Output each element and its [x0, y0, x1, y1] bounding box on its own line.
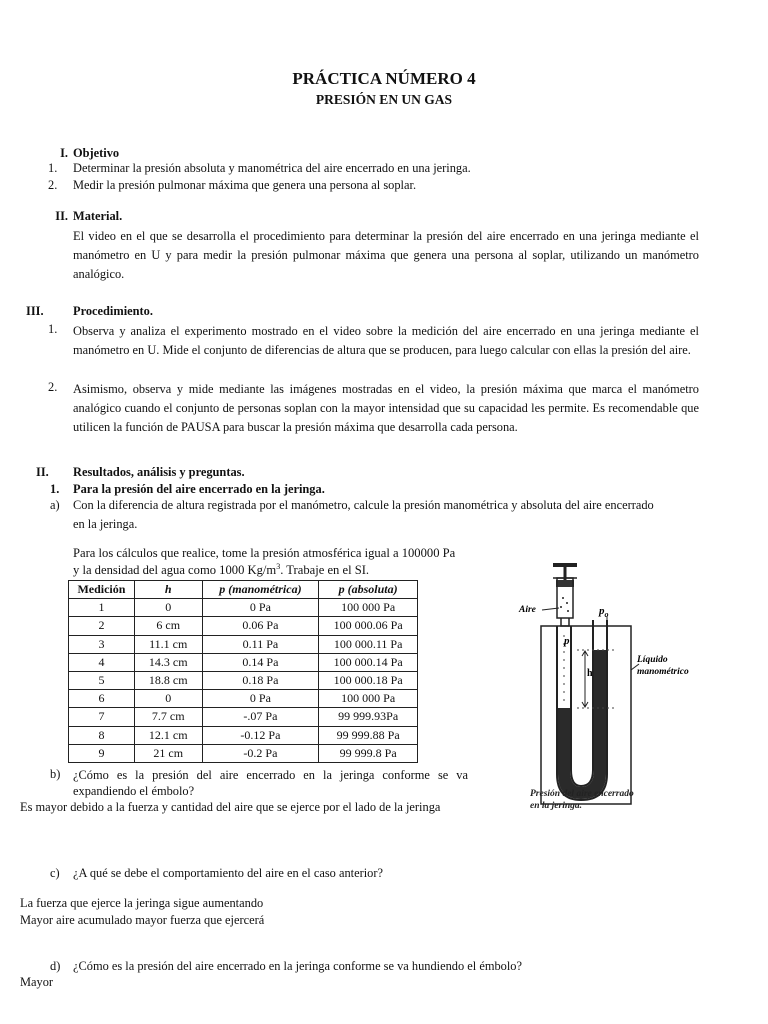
table-row [69, 599, 418, 617]
list-item: Medir la presión pulmonar máxima que genera una persona al soplar. [73, 178, 417, 192]
answer-b: Es mayor debido a la fuerza y cantidad del aire que se ejerce por el lado de la jeringa [20, 800, 441, 814]
table-cell: 9 [69, 744, 135, 762]
table-cell: -0.2 Pa [202, 744, 319, 762]
answer-d: Mayor [20, 975, 54, 989]
table-cell: 8 [69, 726, 135, 744]
section-heading-procedimiento: Procedimiento. [73, 304, 153, 318]
table-row [69, 744, 418, 762]
label-aire: Aire [519, 605, 536, 615]
note-line: y la densidad del agua como 1000 $Kg/m^3$. Trabaje en el SI. [73, 562, 370, 578]
table-cell: 18.8 cm [134, 671, 202, 689]
question-a: Con la diferencia de altura registrada por el manómetro, calcule la presión manométrica y absoluta del aire encerrado en la jeringa. [73, 498, 654, 531]
table-cell: 0.11 Pa [202, 635, 319, 653]
subsection-heading: Para la presión del aire encerrado en la jeringa. [73, 482, 325, 496]
column-header: p (absoluta) [319, 581, 418, 599]
page-title: PRÁCTICA NÚMERO 4 [292, 69, 476, 88]
list-item: Determinar la presión absoluta y manométrica del aire encerrado en una jeringa. [73, 161, 471, 175]
table-cell: 21 cm [134, 744, 202, 762]
table-header-row [69, 581, 418, 599]
table-cell: 100 000 Pa [319, 599, 418, 617]
table-cell: 2 [69, 617, 135, 635]
table-cell: 1 [69, 599, 135, 617]
note-line: Para los cálculos que realice, tome la presión atmosférica igual a 100000 Pa [73, 546, 456, 560]
table-cell: 7 [69, 708, 135, 726]
table-row [69, 617, 418, 635]
material-paragraph: El video en el que se desarrolla el procedimiento para determinar la presión del aire encerrado en una jeringa mediante el manómetro en U y para medir la presión pulmonar máxima que genera una persona al soplar, utilizando un manómetro analógico. [73, 229, 699, 281]
manometer-figure [515, 560, 715, 820]
label-liquido: Líquido [637, 655, 668, 665]
label-p0: $p_o$ [599, 605, 609, 619]
table-cell: 6 [69, 690, 135, 708]
question-label: b) [50, 767, 61, 781]
section-heading-resultados: Resultados, análisis y preguntas. [73, 465, 245, 479]
table-cell: 14.3 cm [134, 653, 202, 671]
table-cell: 100 000.14 Pa [319, 653, 418, 671]
section-number: II. [36, 465, 49, 479]
table-row [69, 671, 418, 689]
question-d: ¿Cómo es la presión del aire encerrado en la jeringa conforme se va hundiendo el émbolo? [73, 959, 522, 973]
question-b: ¿Cómo es la presión del aire encerrado en la jeringa conforme se va expandiendo el émbolo? [73, 768, 468, 798]
section-heading-objetivo: Objetivo [73, 146, 120, 160]
table-cell: 99 999.8 Pa [319, 744, 418, 762]
section-number: III. [26, 304, 44, 318]
table-cell: 0 Pa [202, 599, 319, 617]
procedure-step: Observa y analiza el experimento mostrado en el video sobre la medición del aire encerrado en una jeringa mediante el manómetro en U. Mide el conjunto de diferencias de altura que se producen, para luego calcular con ellas la presión del aire. [73, 324, 699, 357]
table-row [69, 635, 418, 653]
procedure-step: Asimismo, observa y mide mediante las imágenes mostradas en el video, la presión máxima que marca el manómetro analógico cuando el conjunto de personas soplan con la mayor intensidad que su capacidad les permite. Es recomendable que utilicen la función de PAUSA para buscar la presión máxima que desarrolla cada persona. [73, 382, 699, 434]
results-table [68, 580, 418, 763]
table-cell: 6 cm [134, 617, 202, 635]
column-header: p (manométrica) [202, 581, 319, 599]
column-header: h [134, 581, 202, 599]
figure-caption: Presión del aire encerrado en la jeringa. [530, 789, 634, 811]
table-cell: 100 000 Pa [319, 690, 418, 708]
column-header: Medición [69, 581, 135, 599]
table-cell: 5 [69, 671, 135, 689]
table-cell: -0.12 Pa [202, 726, 319, 744]
table-cell: 0 [134, 690, 202, 708]
table-cell: 100 000.11 Pa [319, 635, 418, 653]
table-cell: -.07 Pa [202, 708, 319, 726]
table-row [69, 653, 418, 671]
table-row [69, 690, 418, 708]
answer-c-line: La fuerza que ejerce la jeringa sigue aumentando [20, 896, 264, 910]
label-manometrico: manométrico [637, 667, 689, 677]
table-cell: 0.14 Pa [202, 653, 319, 671]
table-cell: 0.18 Pa [202, 671, 319, 689]
list-number: 2. [48, 380, 58, 394]
table-row [69, 726, 418, 744]
table-row [69, 708, 418, 726]
list-number: 2. [48, 178, 58, 192]
table-cell: 7.7 cm [134, 708, 202, 726]
list-number: 1. [48, 322, 58, 336]
table-cell: 99 999.93Pa [319, 708, 418, 726]
table-cell: 100 000.06 Pa [319, 617, 418, 635]
table-cell: 0.06 Pa [202, 617, 319, 635]
question-c: ¿A qué se debe el comportamiento del aire en el caso anterior? [73, 866, 383, 880]
table-cell: 99 999.88 Pa [319, 726, 418, 744]
question-label: c) [50, 866, 60, 880]
table-cell: 0 [134, 599, 202, 617]
list-number: 1. [48, 161, 58, 175]
table-cell: 3 [69, 635, 135, 653]
page-subtitle: PRESIÓN EN UN GAS [315, 92, 453, 107]
section-heading-material: Material. [73, 209, 123, 223]
table-cell: 4 [69, 653, 135, 671]
table-cell: 0 Pa [202, 690, 319, 708]
u-tube-manometer-diagram [515, 560, 715, 820]
label-p: p [564, 635, 570, 647]
section-number: II. [55, 209, 68, 223]
question-label: a) [50, 498, 60, 512]
table-cell: 12.1 cm [134, 726, 202, 744]
answer-c-line: Mayor aire acumulado mayor fuerza que ejercerá [20, 913, 265, 927]
section-number: I. [60, 146, 68, 160]
table-cell: 100 000.18 Pa [319, 671, 418, 689]
table-cell: 11.1 cm [134, 635, 202, 653]
list-number: 1. [50, 482, 60, 496]
question-label: d) [50, 959, 61, 973]
label-h: h [587, 668, 593, 679]
